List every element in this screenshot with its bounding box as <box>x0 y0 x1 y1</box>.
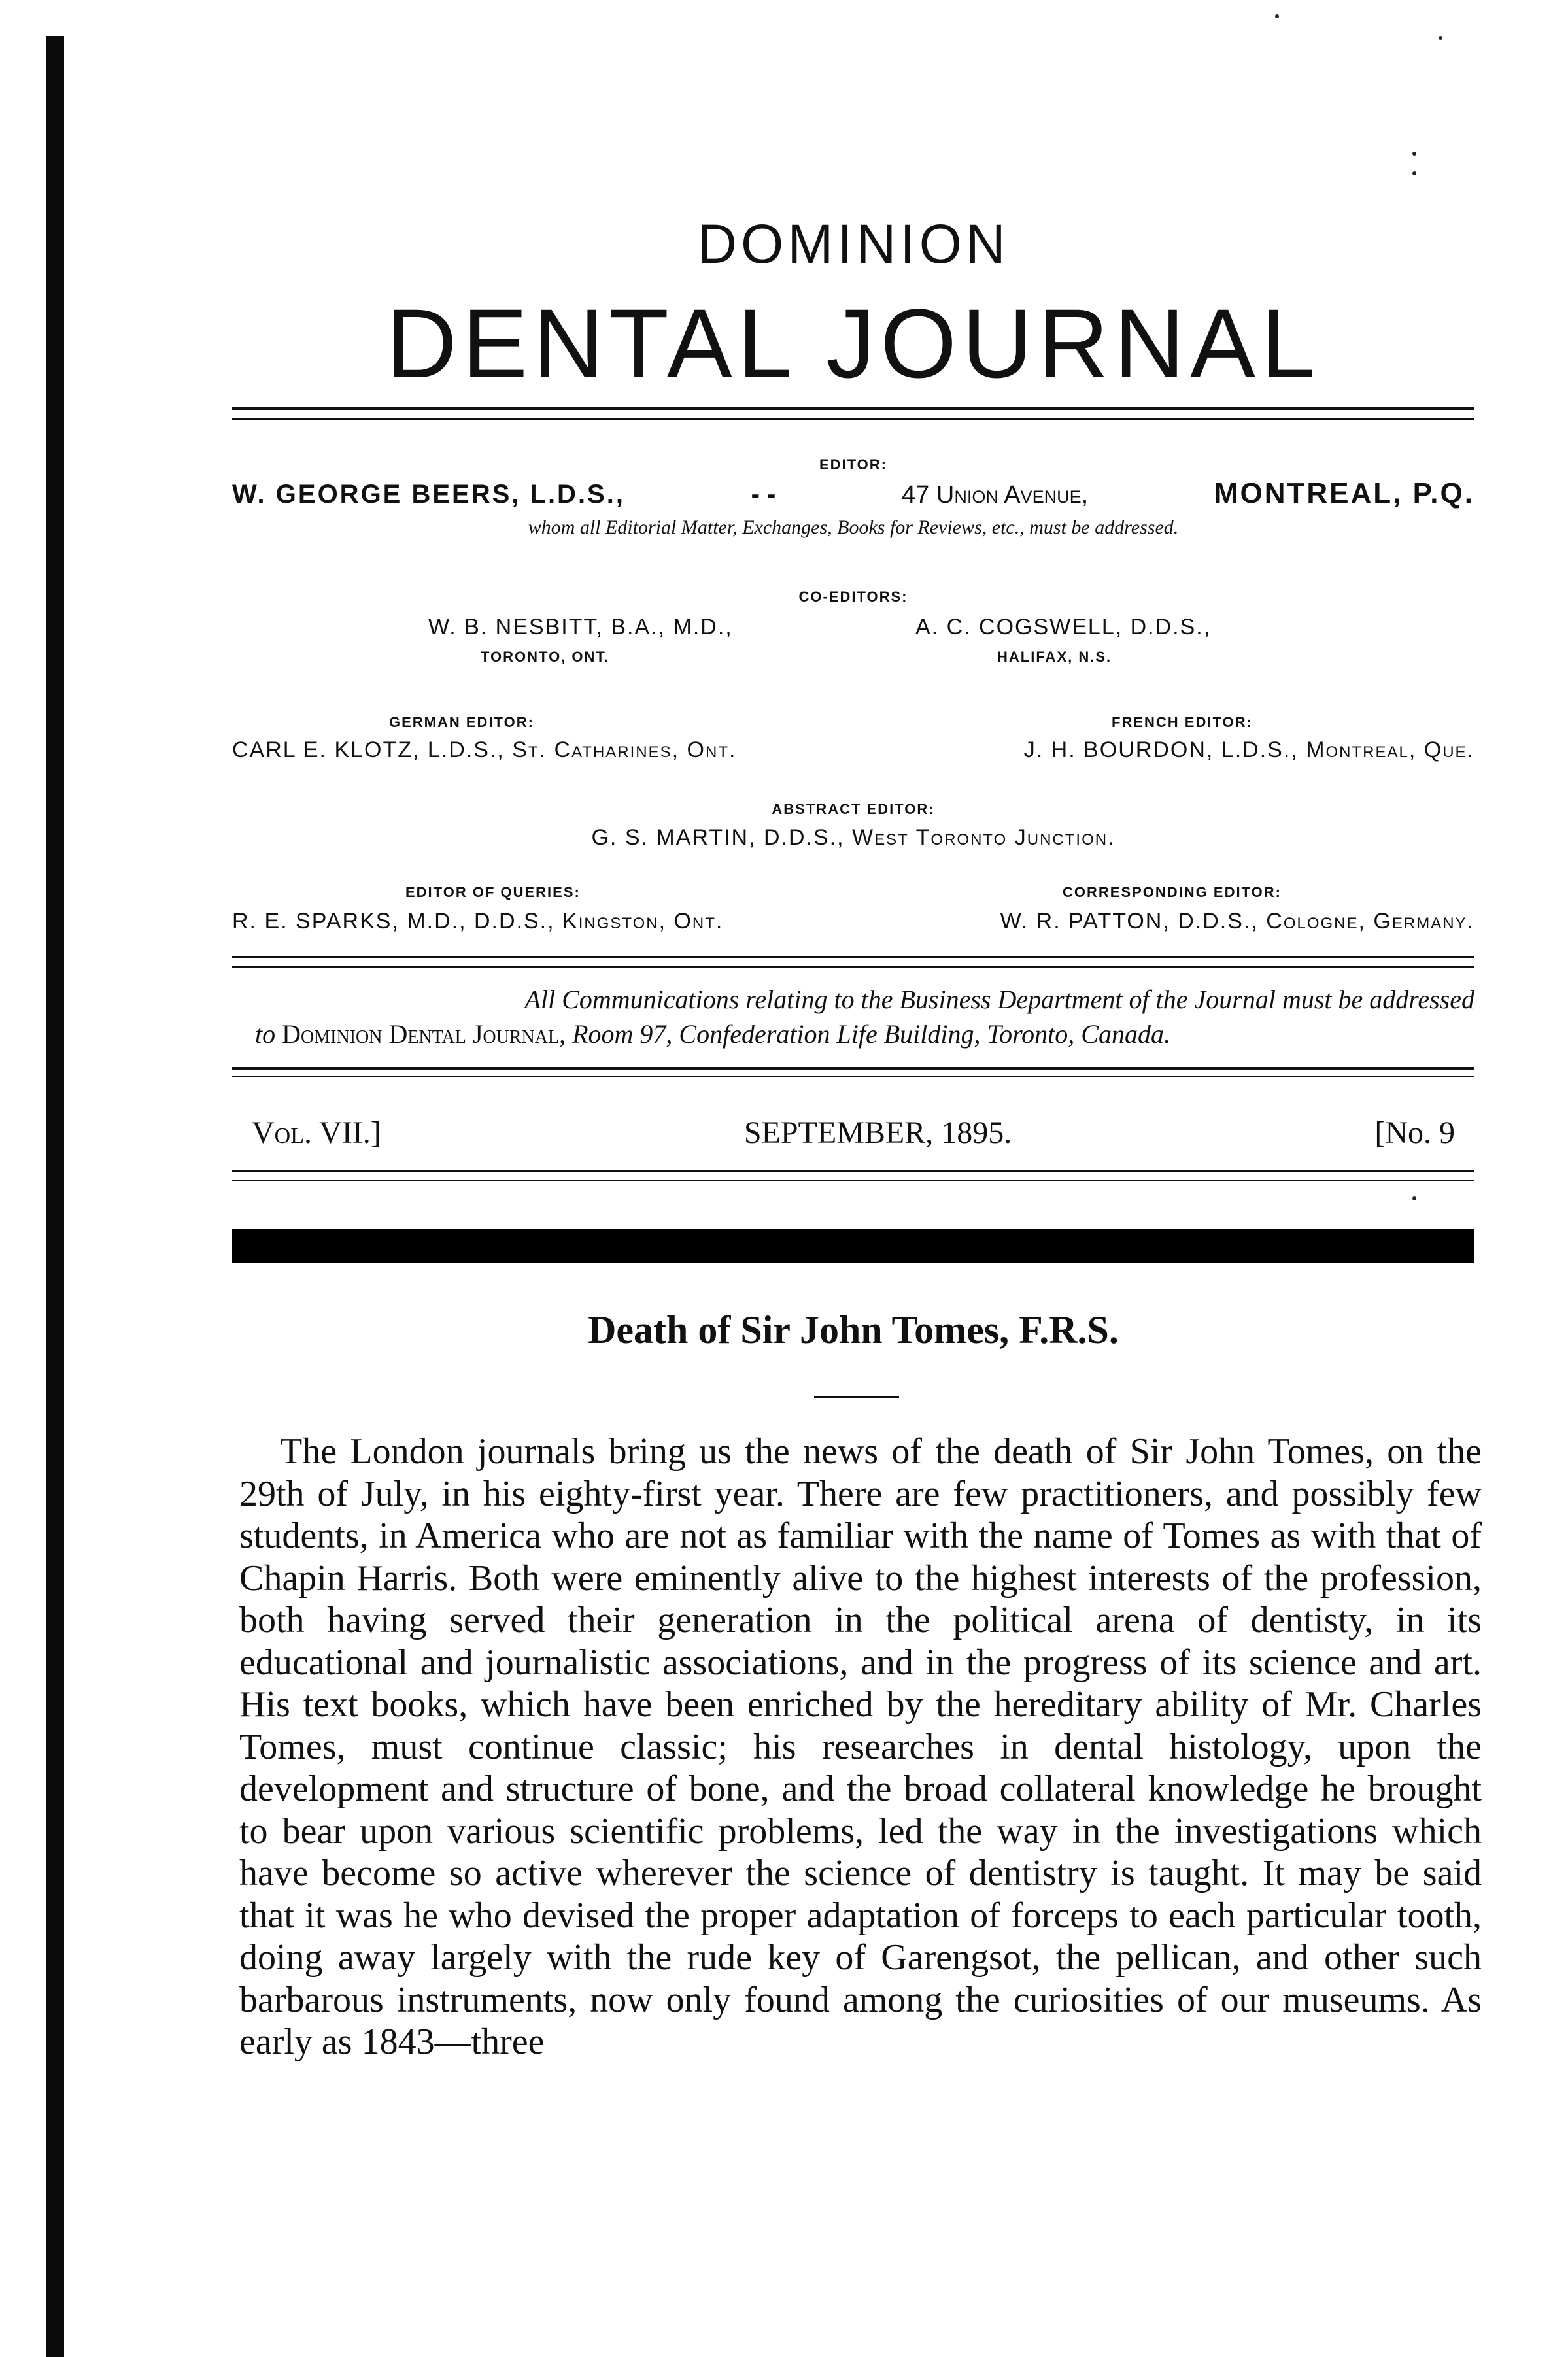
queries-editor-label: EDITOR OF QUERIES: <box>405 884 581 900</box>
scan-speck <box>1439 36 1442 40</box>
notice-rule-top <box>232 1067 1474 1070</box>
editor-city: MONTREAL, P.Q. <box>1214 477 1474 509</box>
masthead-rule-bottom <box>232 418 1474 420</box>
coeditor-right-name: A. C. COGSWELL, D.D.S., <box>915 615 1212 639</box>
scan-speck <box>1412 171 1416 175</box>
queries-corresponding-row <box>232 909 1474 934</box>
business-notice-line2 <box>255 1019 1474 1049</box>
corresponding-editor <box>1000 909 1474 934</box>
coeditor-left-name: W. B. NESBITT, B.A., M.D., <box>428 615 733 639</box>
editor-line <box>232 477 1474 510</box>
notice-rule-bottom <box>232 1076 1474 1077</box>
german-french-row <box>232 738 1474 763</box>
queries-editor-name: R. E. SPARKS, M.D., D.D.S., <box>232 909 555 934</box>
editors-rule-top <box>232 956 1474 958</box>
coeditor-left-place: TORONTO, ONT. <box>481 649 610 665</box>
issue-line <box>252 1115 1455 1151</box>
editor-name: W. GEORGE BEERS, L.D.S., <box>232 480 625 509</box>
business-notice-line1: All Communications relating to the Business Department of the Journal must be addressed <box>524 985 1474 1014</box>
french-editor-label: FRENCH EDITOR: <box>1112 714 1253 730</box>
abstract-editor <box>232 825 1474 851</box>
coeditor-right-place: HALIFAX, N.S. <box>997 649 1112 665</box>
corresponding-editor-place: Cologne, Germany. <box>1266 909 1474 934</box>
heavy-black-bar <box>232 1229 1474 1263</box>
scan-speck <box>1412 1196 1416 1200</box>
scan-speck <box>1275 14 1279 18</box>
masthead-rule-top <box>232 407 1474 410</box>
article-body <box>239 1431 1482 2063</box>
french-editor-place: Montreal, Que. <box>1306 738 1474 762</box>
editor-dashes: - - <box>751 480 776 509</box>
queries-editor-place: Kingston, Ont. <box>562 909 724 934</box>
abstract-editor-place: West Toronto Junction. <box>852 825 1116 850</box>
abstract-editor-label: ABSTRACT EDITOR: <box>772 801 935 817</box>
german-editor-name: CARL E. KLOTZ, L.D.S., <box>232 738 505 762</box>
coeditors-label: CO-EDITORS: <box>798 588 908 605</box>
editor-address: 47 Union Avenue, <box>902 481 1089 509</box>
masthead-title-line1: DOMINION <box>697 213 1010 275</box>
issue-number: [No. 9 <box>1374 1115 1455 1150</box>
issue-date: SEPTEMBER, 1895. <box>743 1115 1012 1150</box>
business-notice-to: to <box>255 1019 276 1049</box>
scan-speck <box>1412 152 1416 156</box>
article-paragraph: The London journals bring us the news of the death of Sir John Tomes, on the 29th of July, in his eighty-first year. There are few practitioners, and possibly few students, in America who are not as familiar with the name of Tomes as with that of Chapin Harris. Both were eminently alive to the highest interests of the profession, both having served their generation in the political arena of dentisty, in its educational and journalistic associations, and in the progress of its science and art. His text books, which have been enriched by the hereditary ability of Mr. Charles Tomes, must continue classic; his researches in dental histology, upon the development and structure of bone, and the broad collateral knowledge he brought to bear upon various scientific problems, led the way in the investigations which have become so active wherever the science of dentistry is taught. It may be said that it was he who devised the proper adaptation of forceps to each particular tooth, doing away largely with the rude key of Garengsot, the pellican, and other such barbarous instruments, now only found among the curiosities of our museums. As early as 1843—three <box>239 1431 1482 2062</box>
german-editor <box>232 738 736 763</box>
german-editor-place: St. Catharines, Ont. <box>512 738 737 762</box>
issue-volume: Vol. VII.] <box>252 1115 381 1150</box>
title-short-rule <box>814 1396 899 1398</box>
editor-note: whom all Editorial Matter, Exchanges, Books for Reviews, etc., must be addressed. <box>528 517 1179 538</box>
french-editor <box>1024 738 1474 763</box>
masthead-title-line2: DENTAL JOURNAL <box>386 288 1321 398</box>
corresponding-editor-name: W. R. PATTON, D.D.S., <box>1000 909 1259 934</box>
corresponding-editor-label: CORRESPONDING EDITOR: <box>1063 884 1282 900</box>
editors-rule-bottom <box>232 966 1474 968</box>
business-notice-journal: Dominion Dental Journal, <box>282 1019 566 1049</box>
german-editor-label: GERMAN EDITOR: <box>389 714 534 730</box>
queries-editor <box>232 909 723 934</box>
issue-rule-top <box>232 1170 1474 1172</box>
article-title: Death of Sir John Tomes, F.R.S. <box>588 1308 1119 1351</box>
editor-label: EDITOR: <box>819 456 888 473</box>
business-notice-address: Room 97, Confederation Life Building, Toronto, Canada. <box>572 1019 1170 1049</box>
french-editor-name: J. H. BOURDON, L.D.S., <box>1023 738 1299 762</box>
issue-rule-bottom <box>232 1180 1474 1181</box>
page-binding-edge <box>46 36 64 2357</box>
abstract-editor-name: G. S. MARTIN, D.D.S., <box>591 825 845 850</box>
